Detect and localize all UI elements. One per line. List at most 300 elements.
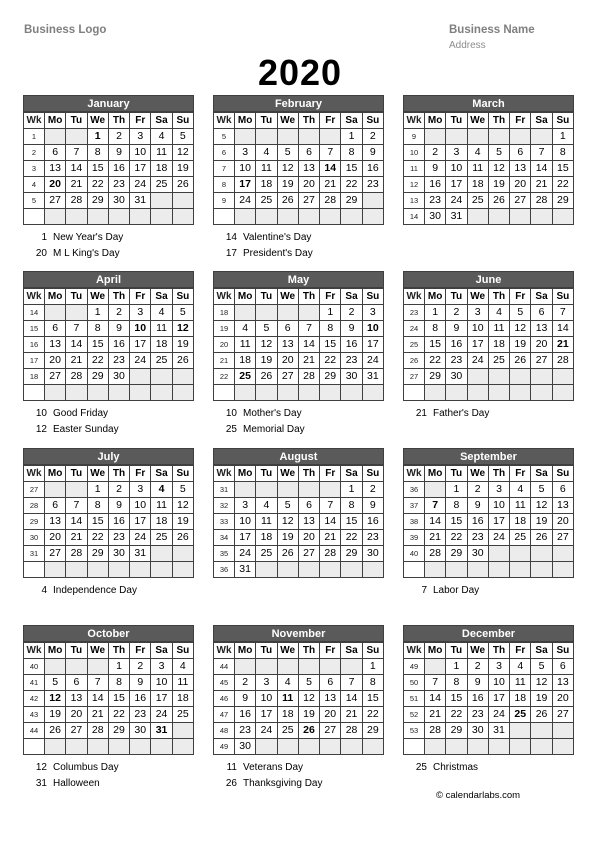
month-title: August [213,448,384,465]
weekday-header: Fr [510,113,531,129]
day-cell: 6 [298,498,319,514]
day-cell: 20 [66,707,87,723]
month-july [23,448,194,578]
holiday-list [25,230,196,262]
weekday-header: Fr [320,289,341,305]
holiday-list [25,760,196,792]
holiday-date: 21 [415,408,427,419]
week-number: 48 [214,723,235,739]
day-cell: 19 [488,177,509,193]
day-cell: 3 [488,659,509,675]
empty-day-cell [425,659,446,675]
day-cell: 12 [531,675,552,691]
day-cell: 8 [446,675,467,691]
empty-day-cell [235,209,256,225]
weekday-header: Sa [531,113,552,129]
day-cell: 8 [425,321,446,337]
day-cell: 13 [277,337,298,353]
empty-day-cell [510,739,531,755]
day-cell: 7 [320,145,341,161]
empty-day-cell [510,546,531,562]
week-number: 15 [24,321,45,337]
weekday-header: Tu [256,289,277,305]
day-cell: 25 [151,353,172,369]
day-cell: 1 [87,482,108,498]
empty-day-cell [425,385,446,401]
day-cell: 30 [108,369,129,385]
day-cell: 11 [488,321,509,337]
day-cell: 9 [108,321,129,337]
weekday-header: Fr [510,643,531,659]
empty-day-cell [298,562,319,578]
day-cell: 25 [488,353,509,369]
weekday-header: We [277,289,298,305]
holiday-date: 31 [35,778,47,789]
day-cell: 30 [108,546,129,562]
holiday-item [215,406,386,422]
empty-day-cell [362,562,383,578]
week-number [404,562,425,578]
day-cell: 14 [66,161,87,177]
day-cell: 20 [45,353,66,369]
weekday-header: Tu [446,643,467,659]
weekday-header: Su [552,643,573,659]
weekday-header: Th [298,466,319,482]
empty-day-cell [277,739,298,755]
week-number: 9 [404,129,425,145]
empty-day-cell [256,739,277,755]
holiday-item [25,760,196,776]
holiday-name: Veterans Day [243,762,304,773]
week-number [24,209,45,225]
empty-day-cell [66,659,87,675]
day-cell: 17 [446,177,467,193]
month-title: June [403,271,574,288]
empty-day-cell [341,209,362,225]
day-cell: 17 [130,514,151,530]
holiday-list [215,406,386,438]
day-cell: 2 [235,675,256,691]
weekday-header: Sa [341,113,362,129]
business-address: Address [449,40,486,51]
weekday-header: Su [552,466,573,482]
day-cell: 27 [45,193,66,209]
weekday-header: Mo [45,643,66,659]
weekday-header: Wk [404,466,425,482]
month-table [213,642,384,755]
day-cell: 27 [510,193,531,209]
day-cell: 12 [172,321,193,337]
holiday-date: 14 [225,232,237,243]
holiday-date: 12 [35,762,47,773]
week-number: 18 [24,369,45,385]
empty-day-cell [552,369,573,385]
day-cell: 14 [320,161,341,177]
empty-day-cell [488,562,509,578]
weekday-header: Sa [341,466,362,482]
day-cell: 23 [446,353,467,369]
weekday-header: Fr [130,113,151,129]
day-cell: 22 [552,177,573,193]
empty-day-cell [66,562,87,578]
month-december [403,625,574,755]
day-cell: 28 [341,723,362,739]
day-cell: 25 [510,530,531,546]
day-cell: 9 [425,161,446,177]
day-cell: 19 [256,353,277,369]
empty-day-cell [256,659,277,675]
day-cell: 26 [277,546,298,562]
day-cell: 5 [488,145,509,161]
weekday-header: Th [108,466,129,482]
weekday-header: Sa [151,466,172,482]
day-cell: 2 [108,129,129,145]
empty-day-cell [425,482,446,498]
empty-day-cell [172,723,193,739]
week-number: 40 [404,546,425,562]
weekday-header: Sa [531,466,552,482]
day-cell: 8 [341,145,362,161]
day-cell: 12 [531,498,552,514]
empty-day-cell [130,739,151,755]
day-cell: 15 [446,514,467,530]
day-cell: 14 [320,514,341,530]
empty-day-cell [298,305,319,321]
holiday-item [405,583,576,599]
day-cell: 24 [488,707,509,723]
day-cell: 6 [45,498,66,514]
week-number: 18 [214,305,235,321]
day-cell: 16 [108,337,129,353]
day-cell: 16 [362,514,383,530]
empty-day-cell [256,209,277,225]
day-cell: 2 [362,129,383,145]
day-cell: 14 [341,691,362,707]
day-cell: 7 [552,305,573,321]
month-table [403,642,574,755]
day-cell: 25 [467,193,488,209]
weekday-header: Fr [510,466,531,482]
day-cell: 23 [108,177,129,193]
weekday-header: We [467,466,488,482]
day-cell: 21 [66,530,87,546]
holiday-item [25,246,196,262]
day-cell: 8 [552,145,573,161]
day-cell: 21 [320,177,341,193]
weekday-header: Su [172,113,193,129]
week-number: 36 [214,562,235,578]
day-cell: 12 [172,498,193,514]
day-cell: 18 [172,691,193,707]
empty-day-cell [235,305,256,321]
weekday-header: Th [108,289,129,305]
month-title: April [23,271,194,288]
day-cell: 9 [130,675,151,691]
day-cell: 17 [362,337,383,353]
day-cell: 26 [172,530,193,546]
day-cell: 27 [277,369,298,385]
empty-day-cell [172,193,193,209]
holiday-name: Christmas [433,762,479,773]
day-cell: 18 [510,514,531,530]
day-cell: 27 [320,723,341,739]
empty-day-cell [320,385,341,401]
day-cell: 17 [130,337,151,353]
week-number: 51 [404,691,425,707]
week-number: 52 [404,707,425,723]
day-cell: 29 [87,546,108,562]
holiday-item [25,776,196,792]
holiday-date: 26 [225,778,237,789]
empty-day-cell [552,739,573,755]
weekday-header: Sa [531,289,552,305]
day-cell: 28 [425,723,446,739]
day-cell: 5 [531,482,552,498]
day-cell: 6 [45,321,66,337]
day-cell: 19 [172,514,193,530]
empty-day-cell [488,739,509,755]
day-cell: 23 [235,723,256,739]
day-cell: 16 [446,337,467,353]
weekday-header: Wk [214,113,235,129]
day-cell: 9 [108,498,129,514]
day-cell: 2 [108,305,129,321]
day-cell: 23 [108,530,129,546]
empty-day-cell [362,193,383,209]
empty-day-cell [552,562,573,578]
weekday-header: Mo [425,466,446,482]
day-cell: 29 [87,193,108,209]
day-cell: 15 [320,337,341,353]
holiday-date: 17 [225,248,237,259]
holiday-item [215,760,386,776]
empty-day-cell [235,482,256,498]
week-number: 41 [24,675,45,691]
empty-day-cell [531,723,552,739]
empty-day-cell [87,562,108,578]
day-cell: 2 [425,145,446,161]
day-cell: 28 [320,193,341,209]
day-cell: 20 [510,177,531,193]
holiday-date: 11 [226,762,237,773]
month-title: July [23,448,194,465]
day-cell: 31 [362,369,383,385]
day-cell: 24 [362,353,383,369]
holiday-item [405,406,576,422]
empty-day-cell [467,369,488,385]
week-number [24,562,45,578]
day-cell: 15 [87,161,108,177]
empty-day-cell [552,723,573,739]
empty-day-cell [66,129,87,145]
holiday-name: Easter Sunday [53,424,119,435]
empty-day-cell [531,546,552,562]
day-cell: 8 [87,498,108,514]
day-cell: 18 [151,337,172,353]
day-cell: 23 [108,353,129,369]
empty-day-cell [151,562,172,578]
day-cell: 10 [235,514,256,530]
empty-day-cell [87,209,108,225]
day-cell: 31 [151,723,172,739]
day-cell: 9 [467,675,488,691]
week-number: 9 [214,193,235,209]
day-cell: 10 [446,161,467,177]
day-cell: 25 [151,177,172,193]
empty-day-cell [510,385,531,401]
day-cell: 13 [45,514,66,530]
day-cell: 18 [467,177,488,193]
empty-day-cell [320,129,341,145]
weekday-header: Wk [214,466,235,482]
week-number: 23 [404,305,425,321]
weekday-header: We [467,113,488,129]
day-cell: 6 [510,145,531,161]
day-cell: 19 [172,161,193,177]
weekday-header: Th [488,289,509,305]
weekday-header: Tu [256,466,277,482]
day-cell: 22 [446,530,467,546]
business-logo-placeholder: Business Logo [24,24,107,36]
day-cell: 26 [277,193,298,209]
day-cell: 23 [467,530,488,546]
day-cell: 27 [552,530,573,546]
holiday-name: Labor Day [433,585,480,596]
empty-day-cell [45,482,66,498]
day-cell: 29 [341,193,362,209]
day-cell: 30 [362,546,383,562]
weekday-header: Tu [256,113,277,129]
day-cell: 4 [172,659,193,675]
day-cell: 16 [467,514,488,530]
empty-day-cell [66,482,87,498]
month-title: December [403,625,574,642]
month-table [403,465,574,578]
day-cell: 19 [531,691,552,707]
empty-day-cell [467,385,488,401]
week-number: 16 [24,337,45,353]
week-number: 29 [24,514,45,530]
day-cell: 5 [45,675,66,691]
day-cell: 20 [277,353,298,369]
day-cell: 6 [66,675,87,691]
day-cell: 20 [45,530,66,546]
weekday-header: Th [298,113,319,129]
day-cell: 26 [256,369,277,385]
day-cell: 8 [341,498,362,514]
empty-day-cell [320,562,341,578]
empty-day-cell [467,209,488,225]
weekday-header: Fr [320,643,341,659]
empty-day-cell [510,562,531,578]
weekday-header: Sa [341,643,362,659]
day-cell: 2 [467,482,488,498]
day-cell: 31 [130,546,151,562]
week-number: 46 [214,691,235,707]
day-cell: 10 [130,498,151,514]
day-cell: 9 [467,498,488,514]
empty-day-cell [425,129,446,145]
holiday-name: Mother's Day [243,408,302,419]
holiday-name: President's Day [243,248,313,259]
day-cell: 29 [320,369,341,385]
day-cell: 16 [108,161,129,177]
weekday-header: Fr [130,643,151,659]
day-cell: 19 [531,514,552,530]
day-cell: 26 [45,723,66,739]
day-cell: 10 [467,321,488,337]
month-september [403,448,574,578]
day-cell: 25 [172,707,193,723]
weekday-header: Wk [24,643,45,659]
day-cell: 28 [425,546,446,562]
month-january [23,95,194,225]
weekday-header: Su [362,113,383,129]
empty-day-cell [510,369,531,385]
week-number: 13 [404,193,425,209]
day-cell: 21 [87,707,108,723]
day-cell: 10 [256,691,277,707]
day-cell: 10 [151,675,172,691]
day-cell: 11 [256,161,277,177]
day-cell: 28 [320,546,341,562]
empty-day-cell [531,562,552,578]
day-cell: 4 [467,145,488,161]
day-cell: 10 [130,145,151,161]
day-cell: 21 [298,353,319,369]
day-cell: 15 [446,691,467,707]
empty-day-cell [320,209,341,225]
month-title: March [403,95,574,112]
day-cell: 12 [298,691,319,707]
empty-day-cell [298,385,319,401]
day-cell: 9 [446,321,467,337]
day-cell: 11 [151,145,172,161]
day-cell: 8 [87,321,108,337]
week-number: 20 [214,337,235,353]
day-cell: 22 [87,177,108,193]
week-number: 17 [24,353,45,369]
day-cell: 12 [510,321,531,337]
month-table [23,112,194,225]
weekday-header: Su [552,113,573,129]
day-cell: 28 [298,369,319,385]
weekday-header: Wk [404,289,425,305]
day-cell: 21 [66,353,87,369]
week-number: 2 [24,145,45,161]
holiday-list [405,583,576,599]
day-cell: 13 [45,337,66,353]
day-cell: 5 [277,145,298,161]
weekday-header: Th [298,289,319,305]
day-cell: 9 [235,691,256,707]
weekday-header: Mo [425,113,446,129]
holiday-name: Thanksgiving Day [243,778,323,789]
week-number: 19 [214,321,235,337]
day-cell: 3 [446,145,467,161]
day-cell: 19 [277,177,298,193]
day-cell: 13 [298,161,319,177]
empty-day-cell [45,659,66,675]
week-number: 39 [404,530,425,546]
weekday-header: Wk [24,289,45,305]
day-cell: 22 [108,707,129,723]
day-cell: 5 [298,675,319,691]
day-cell: 6 [45,145,66,161]
empty-day-cell [531,369,552,385]
week-number: 4 [24,177,45,193]
holiday-list [405,760,576,776]
